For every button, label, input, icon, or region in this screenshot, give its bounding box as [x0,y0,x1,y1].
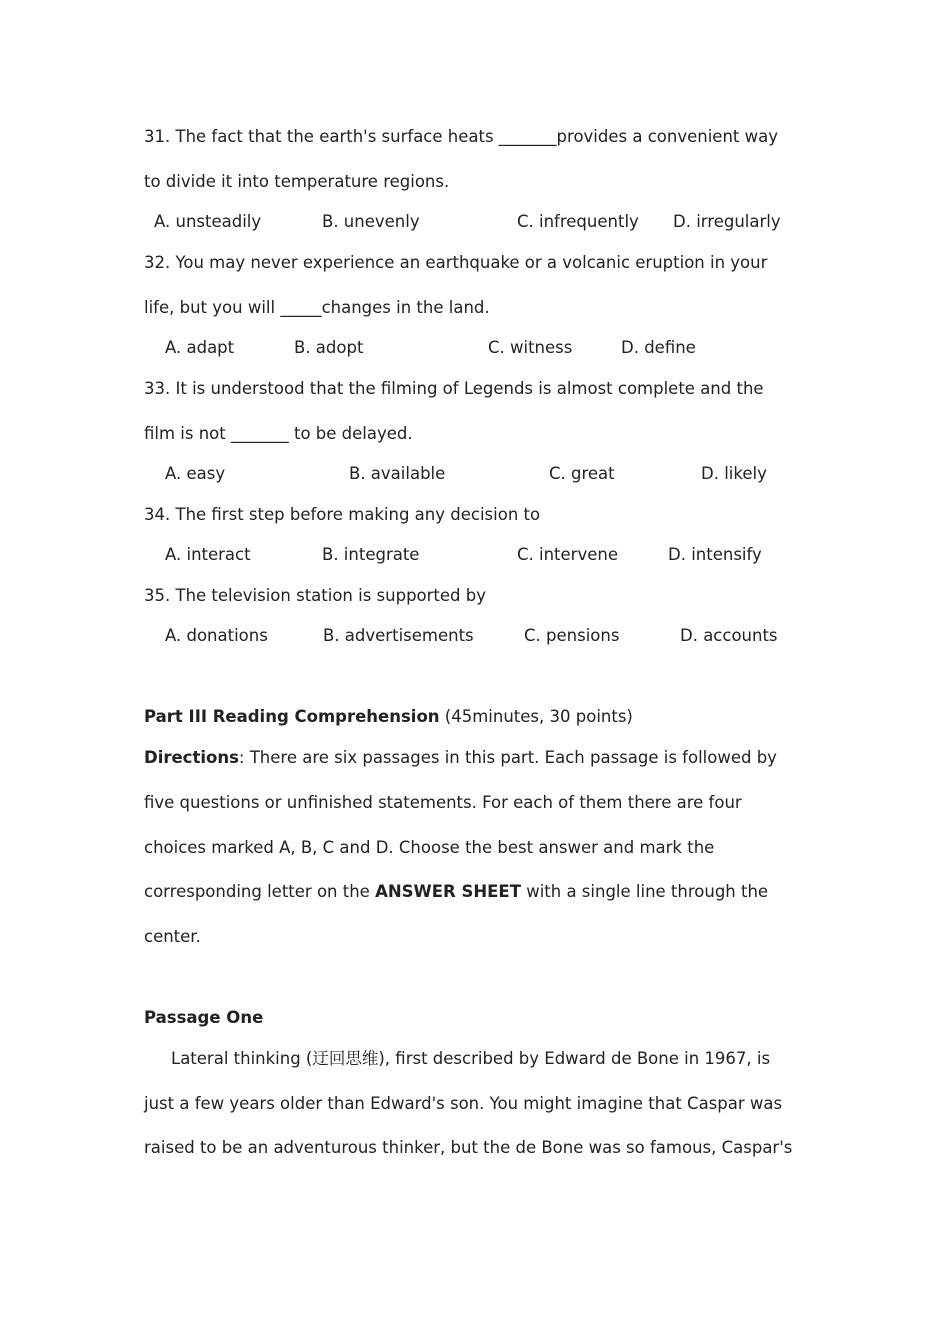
answer-sheet-emphasis: ANSWER SHEET [375,882,521,901]
question-35-option-c: C. pensions [524,626,620,645]
question-32-option-b: B. adopt [294,338,364,357]
passage-one-text-1-pre: Lateral thinking ( [171,1049,313,1068]
question-31-option-d: D. irregularly [673,212,781,231]
passage-one-line-2: just a few years older than Edward's son. You might imagine that Caspar was [144,1094,783,1113]
passage-one-line-1 [171,1049,770,1069]
question-31-stem-line-2: to divide it into temperature regions. [144,172,450,191]
passage-one-cjk-term: 迂回思维 [312,1049,379,1068]
passage-one-title-text: Passage One [144,1008,264,1027]
question-32-option-d: D. define [621,338,696,357]
question-33-option-d: D. likely [701,464,767,483]
question-33-stem-line-1: 33. It is understood that the filming of Legends is almost complete and the [144,379,764,398]
question-35-option-d: D. accounts [680,626,778,645]
question-34-option-b: B. integrate [322,545,420,564]
passage-one-text-1-post: ), first described by Edward de Bone in 1967, is [378,1049,771,1068]
question-35-stem: 35. The television station is supported by [144,586,487,605]
directions-line-5: center. [144,927,201,946]
question-31-option-b: B. unevenly [322,212,420,231]
directions-text-1: : There are six passages in this part. Each passage is followed by [238,748,777,767]
directions-line-1 [144,748,777,768]
question-34-option-a: A. interact [165,545,251,564]
directions-text-4-pre: corresponding letter on the [144,882,376,901]
passage-one-line-3: raised to be an adventurous thinker, but the de Bone was so famous, Caspar's [144,1138,793,1157]
question-31-stem-line-1: 31. The fact that the earth's surface heats _______provides a convenient way [144,127,778,146]
question-32-stem-line-1: 32. You may never experience an earthquake or a volcanic eruption in your [144,253,768,272]
question-34-option-d: D. intensify [668,545,762,564]
question-35-option-b: B. advertisements [323,626,474,645]
part-3-heading-title: Part III Reading Comprehension [144,707,440,726]
directions-line-2: five questions or unfinished statements. For each of them there are four [144,793,742,812]
directions-line-4 [144,882,768,902]
question-34-option-c: C. intervene [517,545,618,564]
question-33-option-c: C. great [549,464,615,483]
question-33-option-b: B. available [349,464,446,483]
question-31-option-a: A. unsteadily [154,212,262,231]
part-3-heading-details: (45minutes, 30 points) [439,707,633,726]
part-3-heading [144,707,633,727]
directions-line-3: choices marked A, B, C and D. Choose the best answer and mark the [144,838,715,857]
question-33-option-a: A. easy [165,464,226,483]
question-32-option-c: C. witness [488,338,573,357]
question-34-stem: 34. The first step before making any decision to [144,505,541,524]
question-32-stem-line-2: life, but you will _____changes in the land. [144,298,490,317]
question-35-option-a: A. donations [165,626,268,645]
question-31-option-c: C. infrequently [517,212,639,231]
passage-one-title [144,1008,263,1028]
question-33-stem-line-2: film is not _______ to be delayed. [144,424,413,443]
directions-text-4-post: with a single line through the [520,882,769,901]
directions-label: Directions [144,748,239,767]
question-32-option-a: A. adapt [165,338,235,357]
